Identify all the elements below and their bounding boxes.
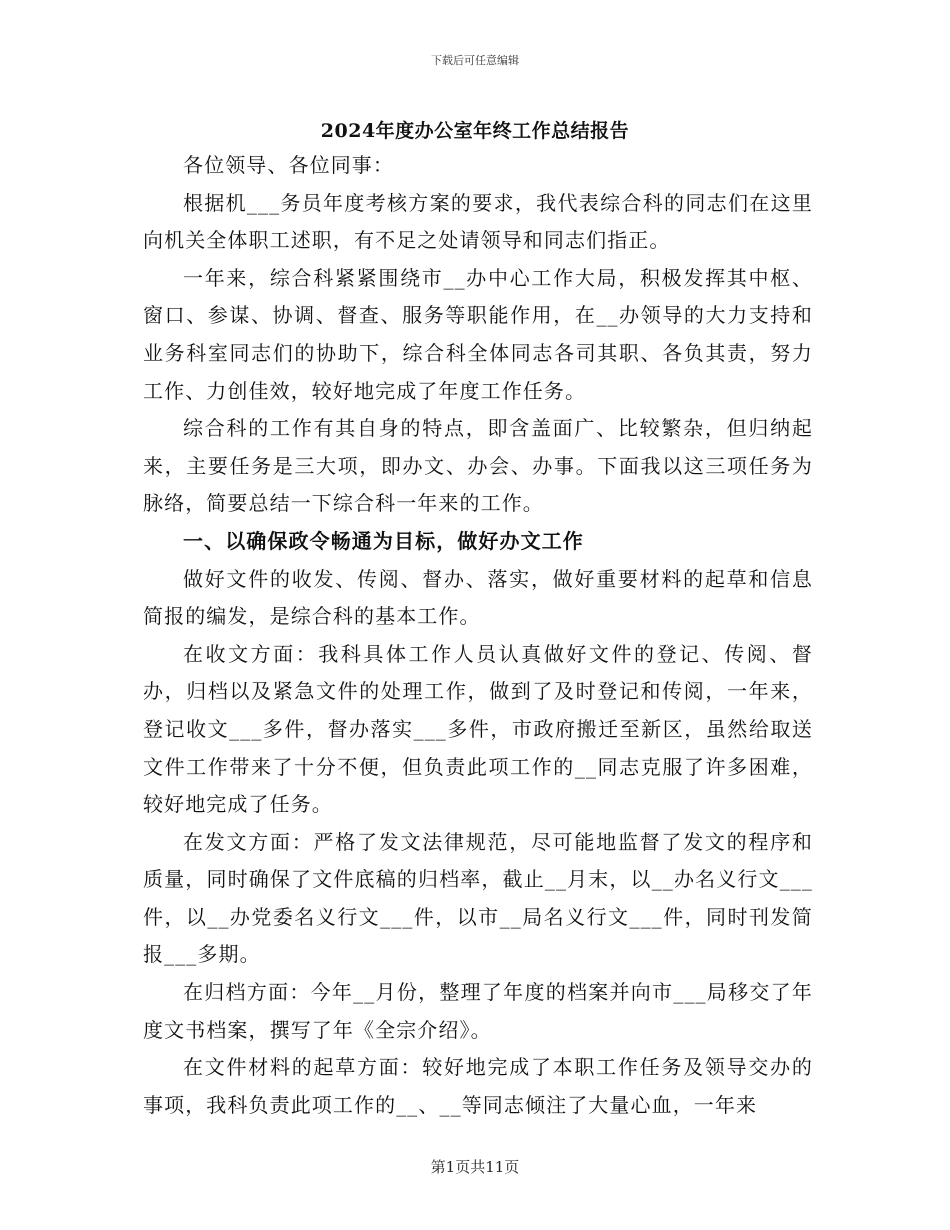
- section-heading: 一、以确保政令畅通为目标，做好办文工作: [183, 528, 584, 553]
- paragraph-overview: 一年来，综合科紧紧围绕市__办中心工作大局，积极发挥其中枢、窗口、参谋、协调、督查、服务等职能作用，在__办领导的大力支持和业务科室同志们的协助下，综合科全体同志各司其职、各负其责，努力工作、力创佳效，较好地完成了年度工作任务。: [143, 265, 813, 403]
- header-note: 下载后可任意编辑: [431, 54, 519, 67]
- paragraph-outgoing-documents: 在发文方面：严格了发文法律规范，尽可能地监督了发文的程序和质量，同时确保了文件底稿的归档率，截止__月末，以__办名义行文___件，以__办党委名义行文___件，以市__局名义行文___件，同时刊发简报___多期。: [143, 829, 813, 967]
- paragraph-intro: 根据机___务员年度考核方案的要求，我代表综合科的同志们在这里向机关全体职工述职，有不足之处请领导和同志们指正。: [143, 190, 813, 253]
- paragraph-tasks: 综合科的工作有其自身的特点，即含盖面广、比较繁杂，但归纳起来，主要任务是三大项，即办文、办会、办事。下面我以这三项任务为脉络，简要总结一下综合科一年来的工作。: [143, 416, 813, 516]
- document-body: [143, 147, 813, 1124]
- salutation: 各位领导、各位同事：: [183, 153, 394, 177]
- paragraph-incoming-documents: 在收文方面：我科具体工作人员认真做好文件的登记、传阅、督办，归档以及紧急文件的处理工作，做到了及时登记和传阅，一年来，登记收文___多件，督办落实___多件，市政府搬迁至新区，虽然给取送文件工作带来了十分不便，但负责此项工作的__同志克服了许多困难，较好地完成了任务。: [143, 641, 813, 817]
- paragraph-archiving: 在归档方面：今年__月份，整理了年度的档案并向市___局移交了年度文书档案，撰写了年《全宗介绍》。: [143, 980, 813, 1042]
- document-title: 2024年度办公室年终工作总结报告: [320, 120, 630, 142]
- paragraph-drafting: 在文件材料的起草方面：较好地完成了本职工作任务及领导交办的事项，我科负责此项工作的__、__等同志倾注了大量心血，一年来: [143, 1055, 813, 1117]
- page-footer: 第1页共11页: [430, 1158, 520, 1176]
- paragraph-basic-work: 做好文件的收发、传阅、督办、落实，做好重要材料的起草和信息简报的编发，是综合科的基本工作。: [143, 566, 813, 629]
